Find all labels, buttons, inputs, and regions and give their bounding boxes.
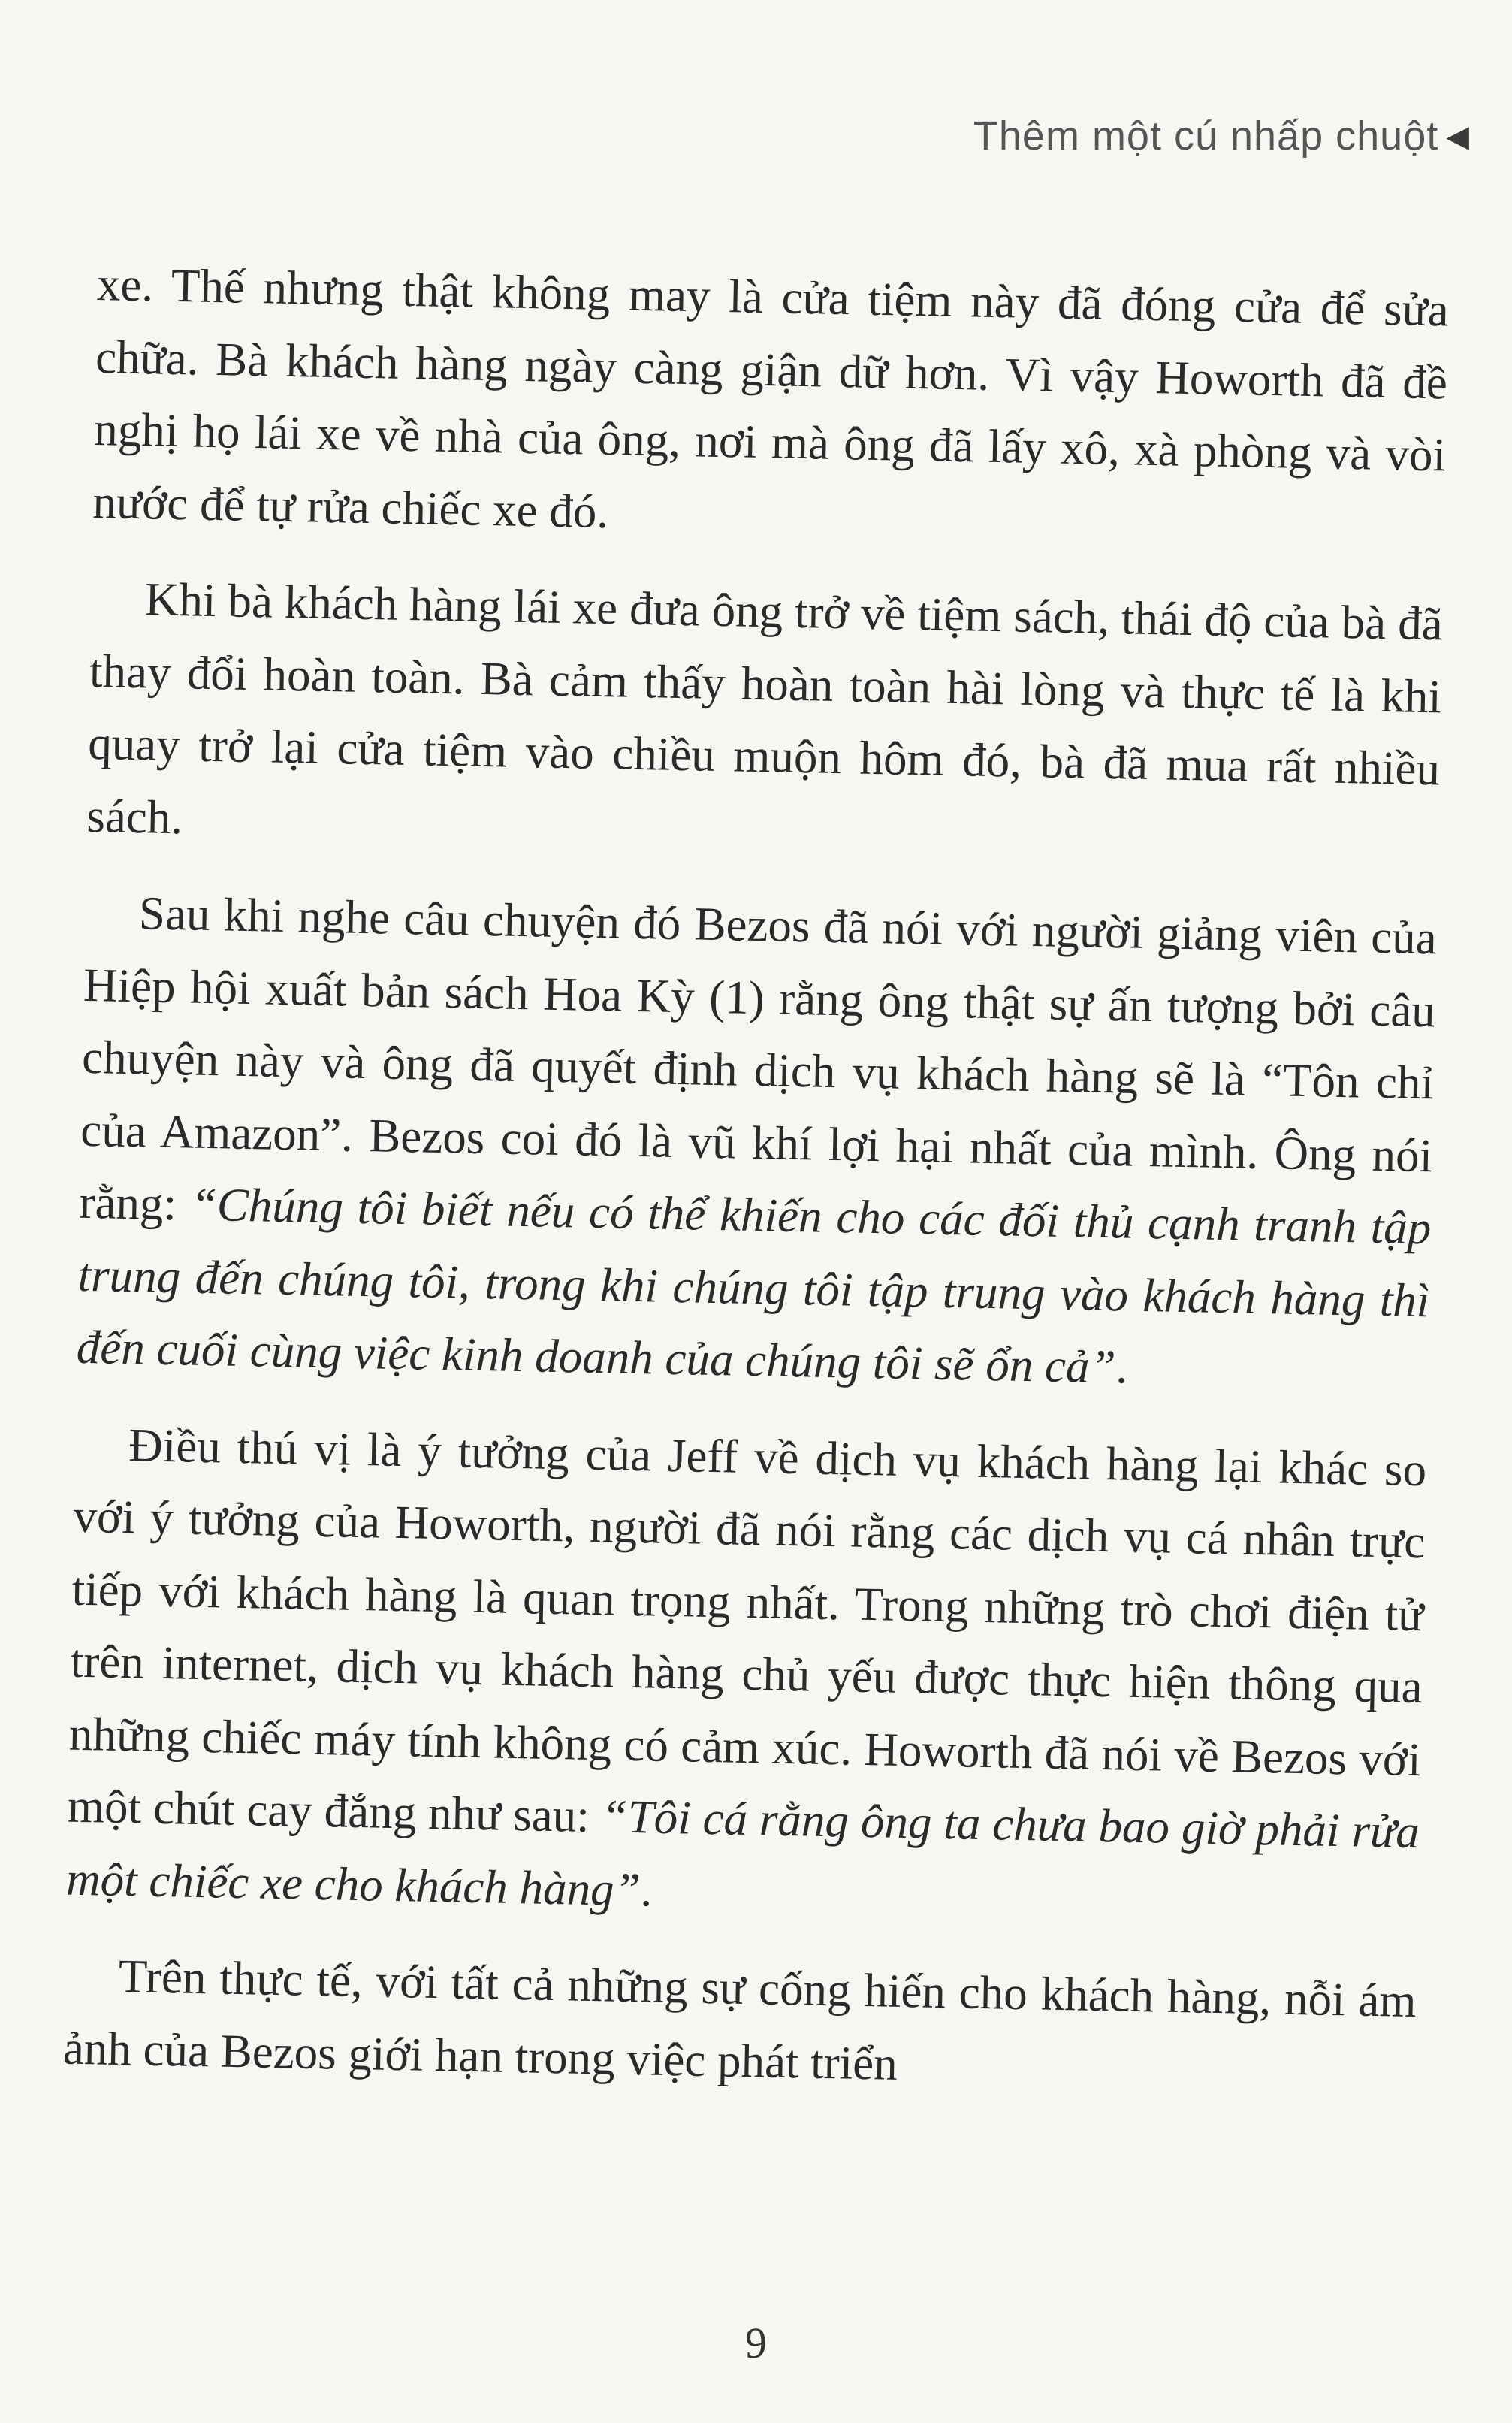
running-title: Thêm một cú nhấp chuột (973, 113, 1439, 159)
running-header (973, 113, 1470, 159)
paragraph: xe. Thế nhưng thật không may là cửa tiệm này đã đóng cửa để sửa chữa. Bà khách hàng ngày càng giận dữ hơn. Vì vậy Howorth đã đề nghị họ lái xe về nhà của ông, nơi mà ông đã lấy xô, xà phòng và vòi nước để tự rửa chiếc xe đó. (92, 257, 1450, 538)
italic-quote: “Chúng tôi biết nếu có thể khiến cho các đối thủ cạnh tranh tập trung đến chúng tôi, trong khi chúng tôi tập trung vào khách hàng thì đến cuối cùng việc kinh doanh của chúng tôi sẽ ổn cả” (76, 1177, 1432, 1394)
paragraph: Sau khi nghe câu chuyện đó Bezos đã nói với người giảng viên của Hiệp hội xuất bản sách Hoa Kỳ (1) rằng ông thật sự ấn tượng bởi câu chuyện này và ông đã quyết định dịch vụ khách hàng sẽ là “Tôn chỉ của Amazon”. Bezos coi đó là vũ khí lợi hại nhất của mình. Ông nói rằng: “Chúng tôi biết nếu có thể khiến cho các đối thủ cạnh tranh tập trung đến chúng tôi, trong khi chúng tôi tập trung vào khách hàng thì đến cuối cùng việc kinh doanh của chúng tôi sẽ ổn cả”. (76, 887, 1438, 1394)
paragraph: Điều thú vị là ý tưởng của Jeff về dịch vụ khách hàng lại khác so với ý tưởng của Howorth, người đã nói rằng các dịch vụ cá nhân trực tiếp với khách hàng là quan trọng nhất. Trong những trò chơi điện tử trên internet, dịch vụ khách hàng chủ yếu được thực hiện thông qua những chiếc máy tính không có cảm xúc. Howorth đã nói về Bezos với một chút cay đắng như sau: “Tôi cá rằng ông ta chưa bao giờ phải rửa một chiếc xe cho khách hàng”. (65, 1418, 1427, 1917)
page-number: 9 (745, 2319, 767, 2367)
paragraph: Khi bà khách hàng lái xe đưa ông trở về tiệm sách, thái độ của bà đã thay đổi hoàn toàn. Bà cảm thấy hoàn toàn hài lòng và thực tế là khi quay trở lại cửa tiệm vào chiều muộn hôm đó, bà đã mua rất nhiều sách. (86, 573, 1444, 844)
header-marker-icon: ◀ (1446, 120, 1470, 153)
italic-quote: “Tôi cá rằng ông ta chưa bao giờ phải rửa một chiếc xe cho khách hàng” (65, 1790, 1420, 1916)
paragraph: Trên thực tế, với tất cả những sự cống hiến cho khách hàng, nỗi ám ảnh của Bezos giới hạn trong việc phát triển (62, 1949, 1417, 2090)
body-text (62, 248, 1449, 2134)
